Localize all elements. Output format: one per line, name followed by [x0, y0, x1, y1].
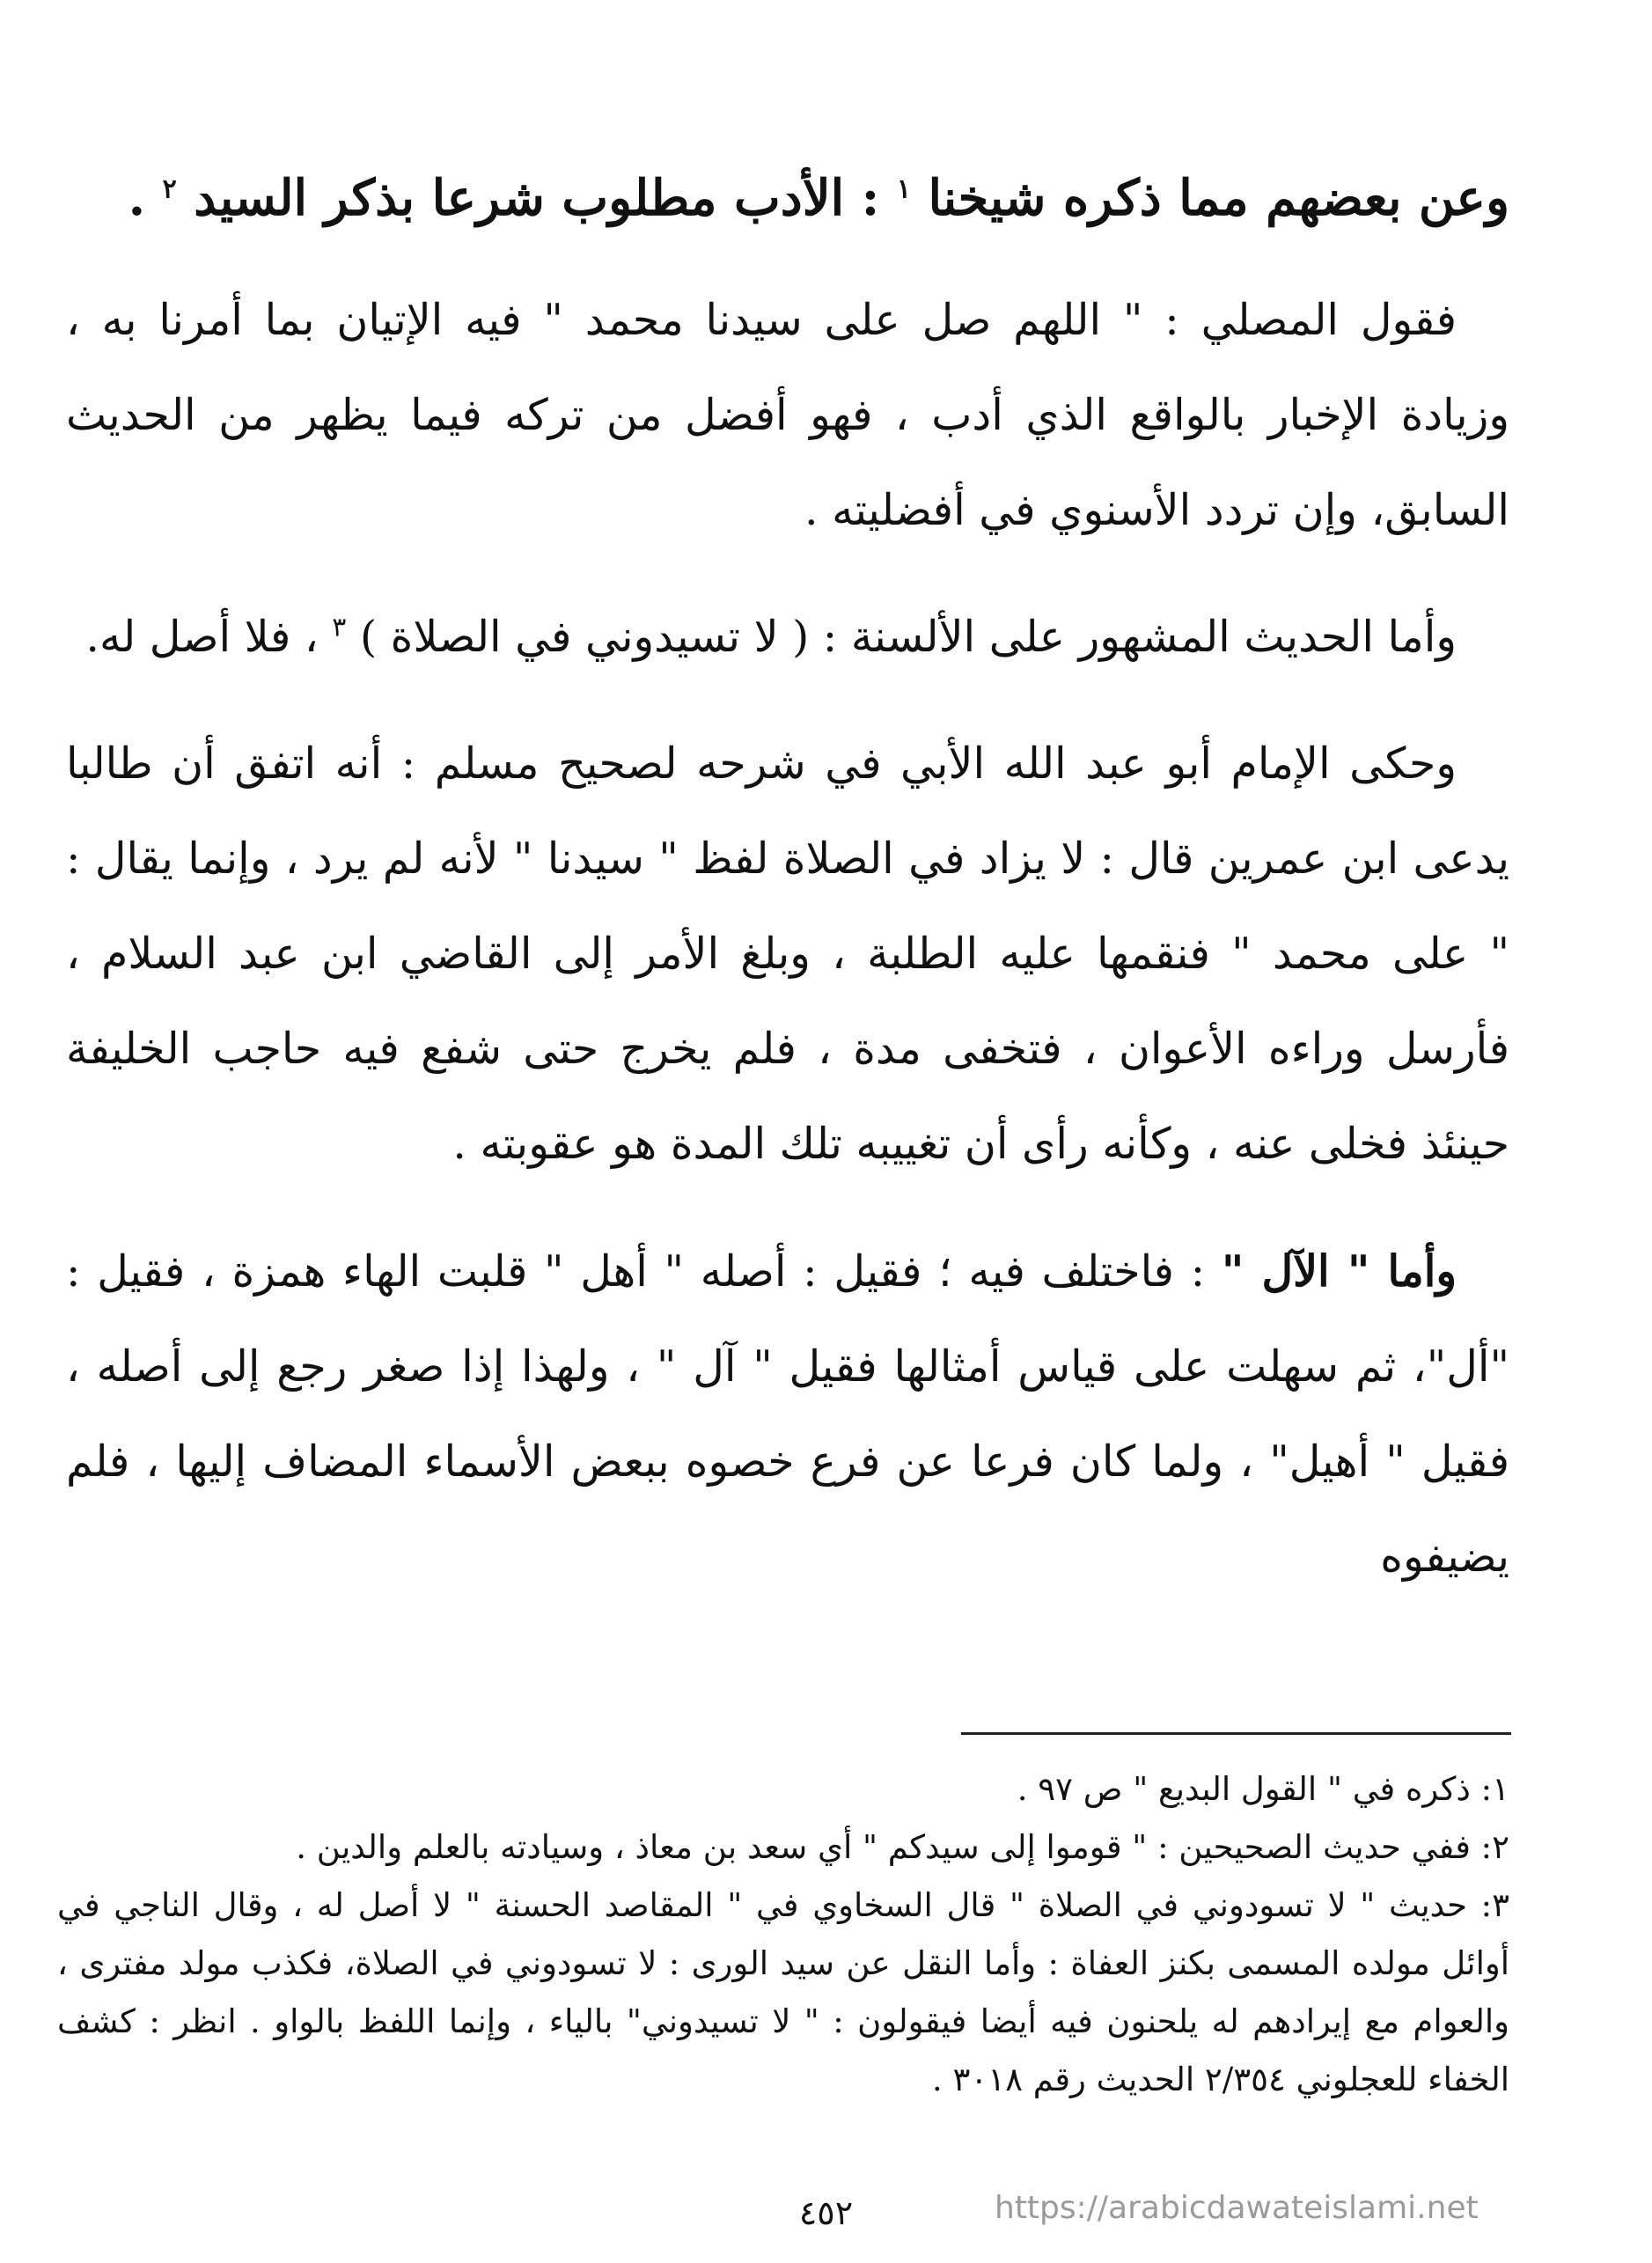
- footnote-ref-3: ٣: [332, 612, 347, 643]
- paragraph-4: [66, 1223, 1509, 1605]
- paragraph-2-end: ، فلا أصل له.: [85, 612, 319, 662]
- footnotes: [57, 1760, 1509, 2109]
- footnote-2: ٢: ففي حديث الصحيحين : " قوموا إلى سيدكم " أي سعد بن معاذ ، وسيادته بالعلم والدين .: [296, 1828, 1509, 1866]
- main-text: [66, 158, 1509, 1636]
- paragraph-1: فقول المصلي : " اللهم صل على سيدنا محمد " فيه الإتيان بما أمرنا به ، وزيادة الإخبار بالواقع الذي أدب ، فهو أفضل من تركه فيما يظهر من الحديث السابق، وإن تردد الأسنوي في أفضليته .: [66, 295, 1509, 535]
- heading-text-2: : الأدب مطلوب شرعا بذكر السيد: [194, 169, 880, 227]
- paragraph-2-text: وأما الحديث المشهور على الألسنة : ( لا تسيدوني في الصلاة ): [359, 612, 1457, 662]
- heading-text: وعن بعضهم مما ذكره شيخنا: [928, 169, 1509, 227]
- footnote-1: ١: ذكره في " القول البديع " ص ٩٧ .: [1017, 1770, 1509, 1808]
- paragraph-3: وحكى الإمام أبو عبد الله الأبي في شرحه لصحيح مسلم : أنه اتفق أن طالبا يدعى ابن عمرين قال : لا يزاد في الصلاة لفظ " سيدنا " لأنه لم يرد ، وإنما يقال : " على محمد " فنقمها عليه الطلبة ، وبلغ الأمر إلى القاضي ابن عبد السلام ، فأرسل وراءه الأعوان ، فتخفى مدة ، فلم يخرج حتى شفع فيه حاجب الخليفة حينئذ فخلى عنه ، وكأنه رأى أن تغييبه تلك المدة هو عقوبته .: [66, 738, 1509, 1169]
- paragraph-4-lead: وأما " الآل ": [1221, 1245, 1457, 1297]
- watermark: https://arabicdawateislami.net: [995, 2190, 1479, 2226]
- footnote-separator: [961, 1732, 1511, 1735]
- footnote-ref-2: ٢: [162, 173, 177, 205]
- footnote-3: ٣: حديث " لا تسودوني في الصلاة " قال السخاوي في " المقاصد الحسنة " لا أصل له ، وقال الناجي في أوائل مولده المسمى بكنز العفاة : وأما النقل عن سيد الورى : لا تسودوني في الصلاة، فكذب مولد مفترى ، والعوام مع إيرادهم له يلحنون فيه أيضا فيقولون : " لا تسيدوني" بالياء ، وإنما اللفظ بالواو . انظر : كشف الخفاء للعجلوني ٢/٣٥٤ الحديث رقم ٣٠١٨ .: [57, 1886, 1509, 2098]
- heading-end: .: [128, 169, 146, 227]
- page-number: ٤٥٢: [798, 2193, 854, 2232]
- section-heading: [66, 158, 1509, 238]
- paragraph-4-text: : فاختلف فيه ؛ فقيل : أصله " أهل " قلبت الهاء همزة ، فقيل : "أل"، ثم سهلت على قياس أمثالها فقيل " آل " ، ولهذا إذا صغر رجع إلى أصله ، فقيل " أهيل" ، ولما كان فرعا عن فرع خصوه ببعض الأسماء المضاف إليها ، فلم يضيفوه: [66, 1246, 1509, 1582]
- footnote-ref-1: ١: [896, 173, 911, 205]
- paragraph-2: [66, 590, 1509, 685]
